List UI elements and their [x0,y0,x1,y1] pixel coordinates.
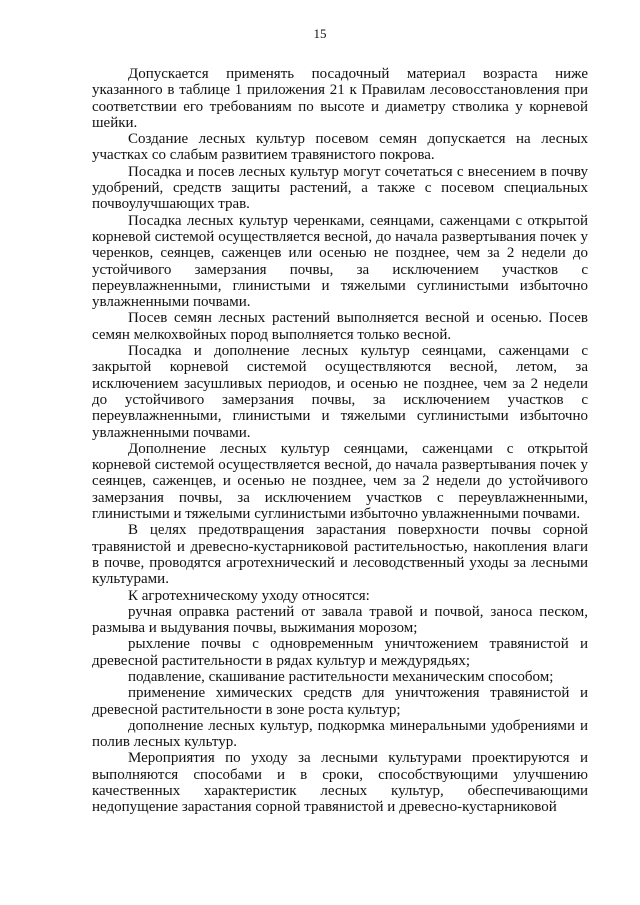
paragraph: Посадка и посев лесных культур могут сочетаться с внесением в почву удобрений, средств защиты растений, а также с посевом специальных почвоулучшающих трав. [92,163,588,213]
paragraph: Посев семян лесных растений выполняется весной и осенью. Посев семян мелкохвойных пород выполняется только весной. [92,310,588,343]
paragraph: Дополнение лесных культур сеянцами, саженцами с открытой корневой системой осуществляется весной, до начала развертывания почек у сеянцев, саженцев, и осенью не позднее, чем за 2 недели до устойчивого замерзания почвы, за исключением участков с переувлажненными, глинистыми и тяжелыми суглинистыми избыточно увлажненными почвами. [92,440,588,523]
paragraph: В целях предотвращения зарастания поверхности почвы сорной травянистой и древесно-кустарниковой растительностью, накопления влаги в почве, проводятся агротехнический и лесоводственный уходы за лесными культурами. [92,522,588,588]
page-number: 15 [313,26,327,41]
list-item: применение химических средств для уничтожения травянистой и древесной растительности в зоне роста культур; [92,685,588,718]
paragraph: Посадка и дополнение лесных культур сеянцами, саженцами с закрытой корневой системой осуществляются весной, летом, за исключением засушливых периодов, и осенью не позднее, чем за 2 недели до устойчивого замерзания почвы, за исключением участков с переувлажненными, глинистыми и тяжелыми суглинистыми избыточно увлажненными почвами. [92,343,588,441]
paragraph: Посадка лесных культур черенками, сеянцами, саженцами с открытой корневой системой осуществляется весной, до начала развертывания почек у черенков, сеянцев, саженцев или осенью не позднее, чем за 2 недели до устойчивого замерзания почвы, за исключением участков с переувлажненными, глинистыми и тяжелыми суглинистыми избыточно увлажненными почвами. [92,212,588,311]
paragraph: Допускается применять посадочный материал возраста ниже указанного в таблице 1 приложения 21 к Правилам лесовосстановления при соответствии его требованиям по высоте и диаметру стволика у корневой шейки. [92,66,588,131]
paragraph: К агротехническому уходу относятся: [128,587,370,604]
paragraph: Мероприятия по уходу за лесными культурами проектируются и выполняются способами и в сроки, способствующими улучшению качественных характеристик лесных культур, обеспечивающими недопущение зарастания сорной травянистой и древесно-кустарниковой [92,750,588,816]
list-item: ручная оправка растений от завала травой и почвой, заноса песком, размыва и выдувания почвы, выжимания морозом; [92,603,588,637]
paragraph: Создание лесных культур посевом семян допускается на лесных участках со слабым развитием травянистого покрова. [92,131,588,164]
list-item: подавление, скашивание растительности механическим способом; [128,668,554,685]
list-item: дополнение лесных культур, подкормка минеральными удобрениями и полив лесных культур. [92,717,588,751]
body-text [92,66,588,816]
list-item: рыхление почвы с одновременным уничтожением травянистой и древесной растительности в рядах культур и междурядьях; [92,636,588,669]
